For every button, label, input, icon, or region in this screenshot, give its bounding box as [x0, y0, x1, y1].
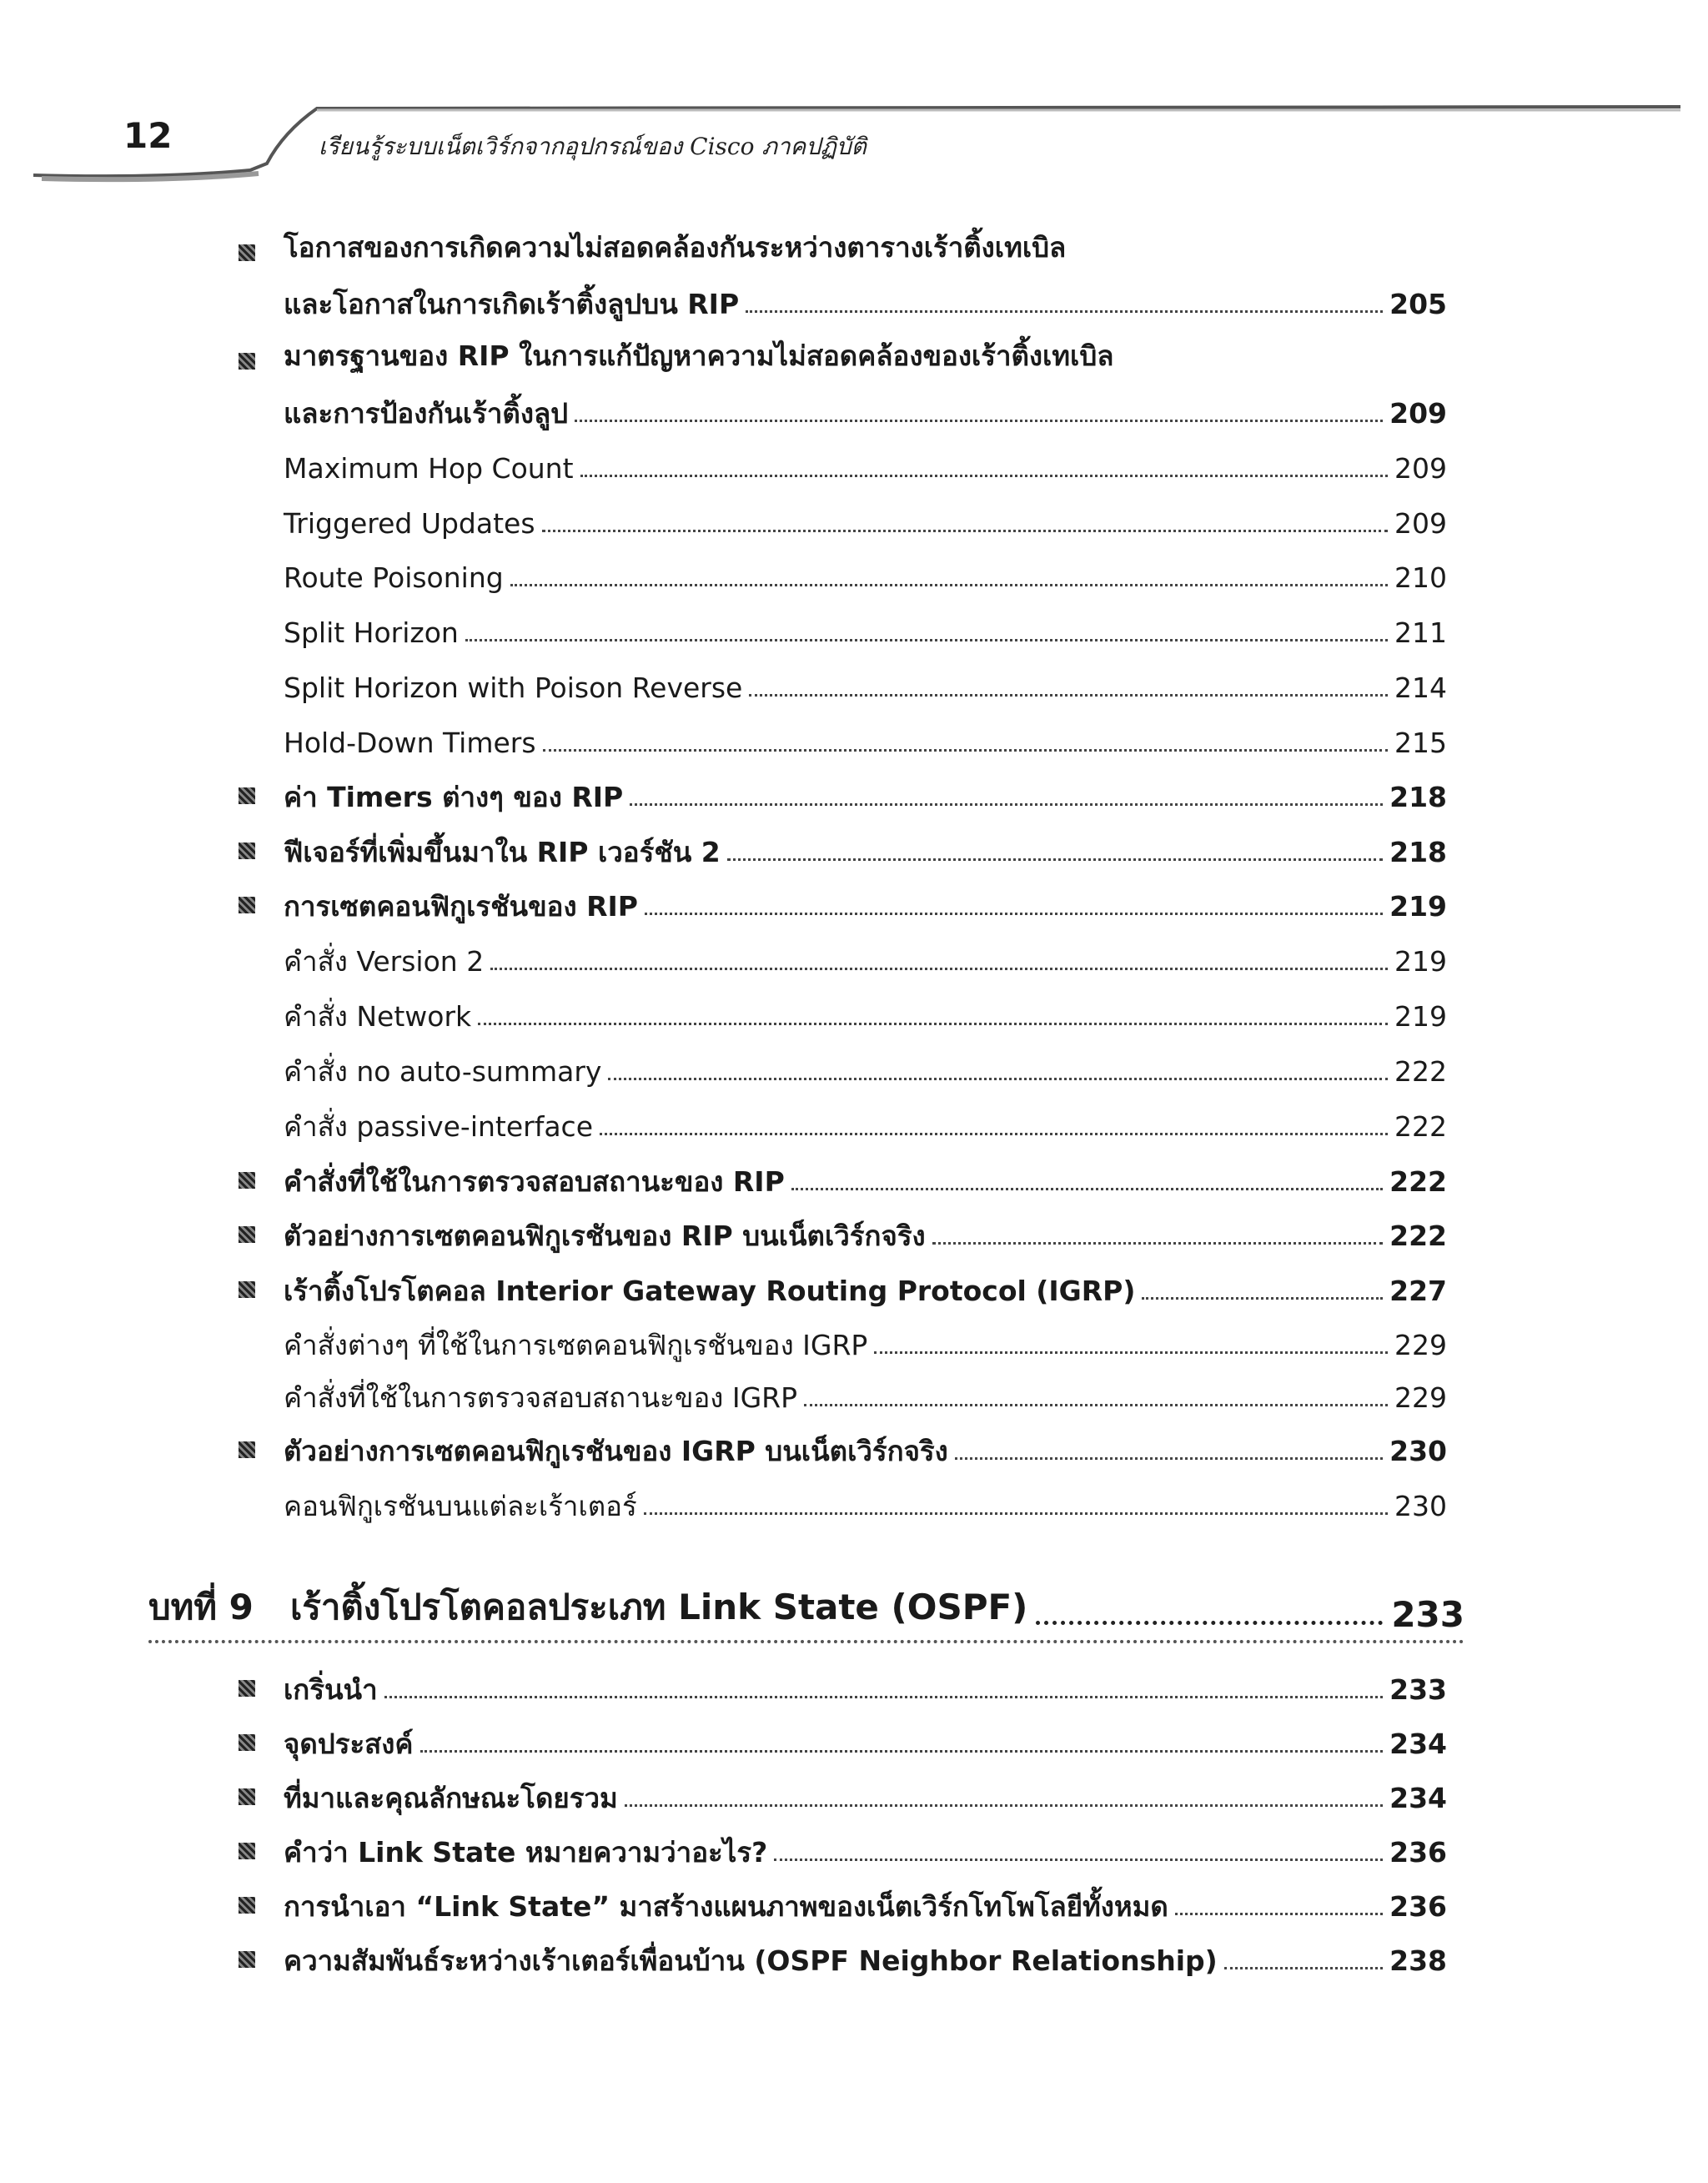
bullet-icon [239, 897, 255, 913]
chapter-heading[interactable] [148, 1583, 1464, 1635]
toc-entry[interactable] [284, 1663, 1447, 1707]
running-head: เรียนรู้ระบบเน็ตเวิร์กจากอุปกรณ์ของ Cisco ภาคปฏิบัติ [319, 133, 867, 160]
dot-leader [630, 803, 1383, 806]
toc-entry-text: คำสั่ง passive-interface [284, 1110, 593, 1144]
toc-entry-page: 209 [1389, 397, 1447, 430]
chapter-page: 233 [1391, 1594, 1464, 1635]
toc-entry[interactable] [284, 661, 1447, 705]
toc-entry[interactable] [284, 1826, 1447, 1869]
toc-entry-page: 229 [1394, 1381, 1447, 1415]
toc-entry-text: Hold-Down Timers [284, 727, 536, 760]
toc-entry-text: มาตรฐานของ RIP ในการแก้ปัญหาความไม่สอดคล้องของเร้าติ้งเทเบิล [284, 340, 1114, 372]
toc-entry[interactable] [284, 1045, 1447, 1089]
toc-entry-text: Maximum Hop Count [284, 452, 574, 485]
toc-entry[interactable] [284, 935, 1447, 978]
dot-leader [542, 530, 1388, 532]
dot-leader [727, 858, 1383, 861]
toc-entry-page: 205 [1389, 288, 1447, 321]
dot-leader [1175, 1913, 1383, 1915]
toc-entry-text: จุดประสงค์ [284, 1728, 414, 1761]
chapter-title: เร้าติ้งโปรโตคอลประเภท Link State (OSPF) [290, 1587, 1028, 1627]
toc-entry[interactable] [284, 1718, 1447, 1761]
bullet-icon [239, 843, 255, 859]
dot-leader [1036, 1621, 1383, 1625]
toc-entry-text: Split Horizon with Poison Reverse [284, 671, 743, 705]
toc-entry-page: 238 [1389, 1944, 1447, 1978]
bullet-icon [239, 1734, 255, 1751]
toc-entry-page: 234 [1389, 1728, 1447, 1761]
dot-leader [575, 420, 1383, 422]
dot-leader [600, 1133, 1388, 1135]
dot-leader [749, 694, 1388, 697]
toc-entry[interactable] [284, 1880, 1447, 1924]
toc-entry[interactable] [284, 1772, 1447, 1815]
bullet-icon [239, 1441, 255, 1458]
toc-entry[interactable] [284, 606, 1447, 650]
toc-entry[interactable] [284, 551, 1447, 595]
toc-entry-page: 209 [1394, 507, 1447, 541]
toc-entry-page: 219 [1389, 890, 1447, 923]
toc-entry[interactable] [284, 1425, 1447, 1468]
bullet-icon [239, 1281, 255, 1298]
bullet-icon [239, 1226, 255, 1243]
toc-entry-text: ที่มาและคุณลักษณะโดยรวม [284, 1782, 618, 1815]
toc-entry[interactable] [284, 1371, 1447, 1415]
toc-entry-page: 230 [1389, 1435, 1447, 1468]
toc-entry[interactable] [284, 826, 1447, 869]
toc-entry[interactable] [284, 1480, 1447, 1523]
toc-entry-heading[interactable] [284, 334, 1114, 378]
toc-entry-page: 236 [1389, 1836, 1447, 1869]
bullet-icon [239, 1680, 255, 1697]
toc-entry-text: เกริ่นนำ [284, 1673, 378, 1707]
dot-leader [791, 1188, 1383, 1190]
dot-leader [644, 1512, 1388, 1515]
toc-entry-page: 214 [1394, 671, 1447, 705]
toc-entry-text: คอนฟิกูเรชันบนแต่ละเร้าเตอร์ [284, 1490, 637, 1523]
toc-entry-text: ตัวอย่างการเซตคอนฟิกูเรชันของ RIP บนเน็ตเวิร์กจริง [284, 1220, 926, 1253]
bullet-icon [239, 787, 255, 804]
dot-leader [420, 1750, 1384, 1753]
page-number: 12 [123, 115, 173, 156]
toc-entry-page: 222 [1394, 1110, 1447, 1144]
toc-entry-text: และการป้องกันเร้าติ้งลูป [284, 397, 569, 430]
bullet-icon [239, 1172, 255, 1189]
toc-entry-text: คำสั่ง Network [284, 1000, 472, 1034]
toc-entry[interactable] [284, 278, 1447, 321]
dot-leader [874, 1351, 1388, 1354]
toc-entry-text: คำว่า Link State หมายความว่าอะไร? [284, 1836, 768, 1869]
toc-entry-text: คำสั่งที่ใช้ในการตรวจสอบสถานะของ IGRP [284, 1381, 798, 1415]
bullet-icon [239, 1788, 255, 1805]
toc-entry-page: 215 [1394, 727, 1447, 760]
toc-entry[interactable] [284, 1100, 1447, 1144]
dot-leader [580, 475, 1388, 477]
dot-leader [774, 1859, 1383, 1861]
toc-entry-text: เร้าติ้งโปรโตคอล Interior Gateway Routing Protocol (IGRP) [284, 1275, 1136, 1308]
toc-entry-text: คำสั่งต่างๆ ที่ใช้ในการเซตคอนฟิกูเรชันของ IGRP [284, 1329, 868, 1362]
toc-entry-page: 234 [1389, 1782, 1447, 1815]
bullet-icon [239, 244, 255, 261]
toc-entry[interactable] [284, 1319, 1447, 1362]
toc-entry-text: และโอกาสในการเกิดเร้าติ้งลูปบน RIP [284, 288, 740, 321]
chapter-underline [148, 1640, 1464, 1643]
toc-entry-page: 230 [1394, 1490, 1447, 1523]
toc-entry-page: 211 [1394, 616, 1447, 650]
toc-entry-page: 209 [1394, 452, 1447, 485]
toc-entry-page: 227 [1389, 1275, 1447, 1308]
toc-entry-text: ความสัมพันธ์ระหว่างเร้าเตอร์เพื่อนบ้าน (OSPF Neighbor Relationship) [284, 1944, 1218, 1978]
toc-entry-text: Triggered Updates [284, 507, 535, 541]
toc-entry[interactable] [284, 771, 1447, 814]
dot-leader [1224, 1967, 1383, 1969]
dot-leader [384, 1696, 1383, 1698]
toc-entry-page: 210 [1394, 561, 1447, 595]
toc-entry-page: 236 [1389, 1890, 1447, 1924]
dot-leader [625, 1804, 1383, 1807]
toc-entry-text: ตัวอย่างการเซตคอนฟิกูเรชันของ IGRP บนเน็ตเวิร์กจริง [284, 1435, 948, 1468]
toc-entry-text: การเซตคอนฟิกูเรชันของ RIP [284, 890, 638, 923]
dot-leader [510, 584, 1388, 586]
toc-entry-text: Split Horizon [284, 616, 459, 650]
dot-leader [955, 1457, 1383, 1460]
toc-entry-page: 218 [1389, 781, 1447, 814]
bullet-icon [239, 1897, 255, 1914]
dot-leader [932, 1242, 1383, 1245]
toc-entry-heading[interactable] [284, 225, 1066, 269]
toc-entry[interactable] [284, 880, 1447, 923]
toc-entry[interactable] [284, 990, 1447, 1034]
toc-entry-page: 229 [1394, 1329, 1447, 1362]
bullet-icon [239, 353, 255, 370]
toc-entry-page: 219 [1394, 1000, 1447, 1034]
dot-leader [1142, 1297, 1383, 1300]
dot-leader [490, 968, 1388, 970]
toc-entry-text: คำสั่ง Version 2 [284, 945, 485, 978]
dot-leader [465, 639, 1388, 641]
toc-entry[interactable] [284, 442, 1447, 485]
toc-entry[interactable] [284, 1210, 1447, 1253]
bullet-icon [239, 1951, 255, 1968]
dot-leader [645, 913, 1383, 915]
dot-leader [746, 310, 1383, 313]
toc-entry-text: การนำเอา “Link State” มาสร้างแผนภาพของเน็ตเวิร์กโทโพโลยีทั้งหมด [284, 1890, 1168, 1924]
toc-entry-page: 219 [1394, 945, 1447, 978]
toc-entry[interactable] [284, 1934, 1447, 1978]
dot-leader [608, 1078, 1388, 1080]
toc-entry-text: คำสั่ง no auto-summary [284, 1055, 602, 1089]
toc-entry-text: โอกาสของการเกิดความไม่สอดคล้องกันระหว่างตารางเร้าติ้งเทเบิล [284, 231, 1067, 264]
toc-entry[interactable] [284, 387, 1447, 430]
toc-entry-page: 233 [1389, 1673, 1447, 1707]
toc-entry-page: 222 [1389, 1165, 1447, 1199]
toc-entry[interactable] [284, 717, 1447, 760]
toc-entry-text: ฟีเจอร์ที่เพิ่มขึ้นมาใน RIP เวอร์ชัน 2 [284, 836, 721, 869]
dot-leader [804, 1404, 1388, 1406]
toc-entry-page: 222 [1394, 1055, 1447, 1089]
toc-entry-text: ค่า Timers ต่างๆ ของ RIP [284, 781, 624, 814]
toc-entry[interactable] [284, 1265, 1447, 1308]
toc-entry-page: 218 [1389, 836, 1447, 869]
toc-entry-page: 222 [1389, 1220, 1447, 1253]
chapter-label: บทที่ 9 [148, 1587, 254, 1627]
toc-entry-text: คำสั่งที่ใช้ในการตรวจสอบสถานะของ RIP [284, 1165, 785, 1199]
toc-entry-text: Route Poisoning [284, 561, 504, 595]
toc-entry[interactable] [284, 497, 1447, 541]
dot-leader [478, 1023, 1388, 1025]
dot-leader [543, 749, 1388, 752]
bullet-icon [239, 1843, 255, 1859]
toc-entry[interactable] [284, 1155, 1447, 1199]
